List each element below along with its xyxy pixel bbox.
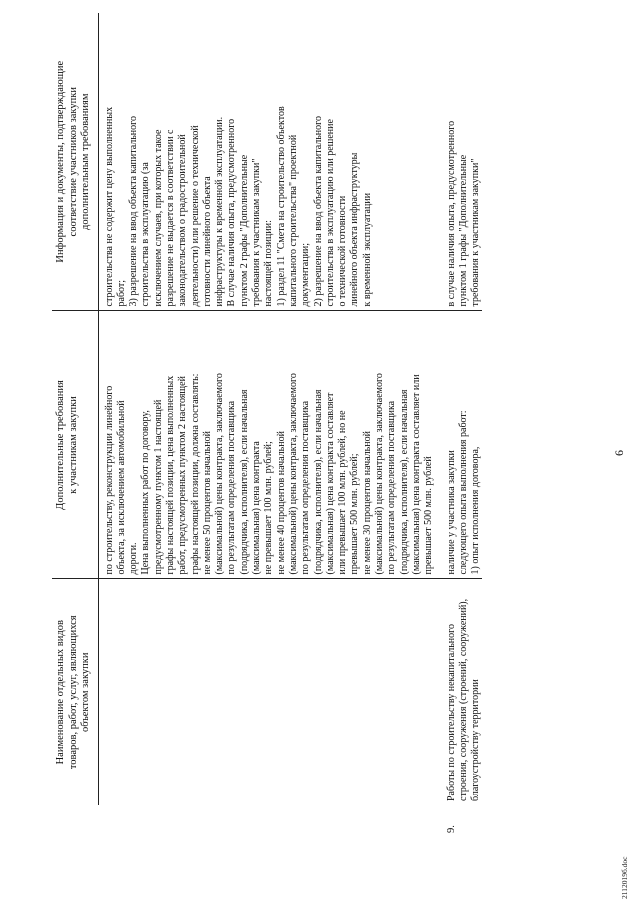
row-number: 9.: [445, 825, 457, 833]
row1-requirements-cell: по строительству, реконструкции линейного объекта, за исключением автомобильной дороги. Цена выполненных работ по договору, предусмотренному пунктом 1 настоящей графы настоящей позиции, цена выполненных работ, предусмотренных пунктом 2 настоящей графы настоящей позиции, должна составлять: не менее 50 процентов начальной (максимальной) цены контракта, заключаемого по результатам определения поставщика (подрядчика, исполнителя), если начальная (максимальная) цена контракта не превышает 100 млн. рублей; не менее 40 процентов начальной (максимальной) цены контракта, заключаемого по результатам определения поставщика (подрядчика, исполнителя), если начальная (максимальная) цена контракта составляет или превышает 100 млн. рублей, но не превышает 500 млн. рублей; не менее 30 процентов начальной (максимальной) цены контракта, заключаемого по результатам определения поставщика (подрядчика, исполнителя), если начальная (максимальная) цена контракта составляет или превышает 500 млн. рублей: [98, 311, 436, 579]
row1-col1: [98, 579, 436, 805]
row2-requirements-cell: наличие у участника закупки следующего опыта выполнения работ: 1) опыт исполнения договора,: [436, 311, 483, 579]
row1-documents-cell: строительства не содержит цену выполненных работ; 3) разрешение на ввод объекта капитального строительства в эксплуатацию (за исключением случаев, при которых такое разрешение не выдается в соответствии с законодательством о градостроительной деятельности) или решение о технической готовности линейного объекта инфраструктуры к временной эксплуатации. В случае наличия опыта, предусмотренного пунктом 2 графы "Дополнительные требования к участникам закупки" настоящей позиции: 1) раздел 11 "Смета на строительство объектов капитального строительства" проектной документации; 2) разрешение на ввод объекта капитального строительства в эксплуатацию или решение о технической готовности линейного объекта инфраструктуры к временной эксплуатации: [103, 106, 373, 307]
header-goods-works-services: Наименование отдельных видов товаров, работ, услуг, являющихся объектом закупки: [52, 579, 98, 805]
requirements-table: [52, 13, 482, 833]
page-number: 6: [612, 450, 626, 456]
header-additional-requirements: Дополнительные требования к участникам закупки: [52, 311, 98, 579]
row2-work-type-cell: 9. Работы по строительству некапитального строения, сооружения (строений, сооружений), благоустройству территории: [445, 598, 482, 833]
table-row: [436, 13, 483, 805]
table-row: [98, 13, 436, 805]
header-confirming-documents: Информация и документы, подтверждающие соответствие участников закупки дополнительным требованиям: [52, 13, 98, 311]
row2-documents-cell: в случае наличия опыта, предусмотренного пунктом 1 графы "Дополнительные требования к участникам закупки": [445, 120, 482, 307]
footer-filename: 2112019б.doc: [620, 856, 629, 899]
table-header-row: [52, 13, 98, 805]
